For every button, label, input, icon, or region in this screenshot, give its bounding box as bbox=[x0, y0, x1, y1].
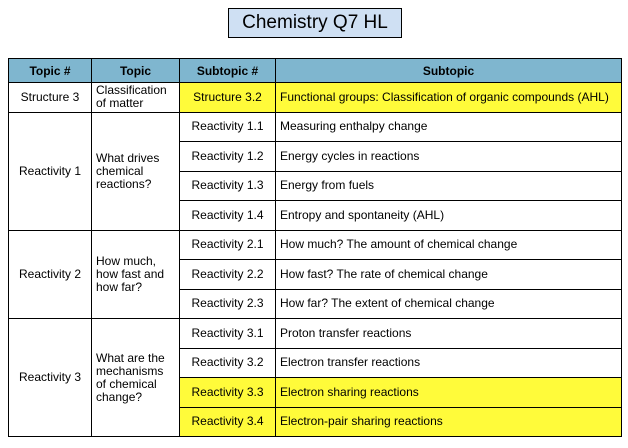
topic-cell: How much, how fast and how far? bbox=[92, 230, 180, 319]
subtopic-number-cell: Reactivity 2.2 bbox=[180, 260, 276, 290]
topic-number-cell: Reactivity 3 bbox=[9, 319, 92, 437]
header-topic: Topic bbox=[92, 59, 180, 83]
subtopic-cell: Energy cycles in reactions bbox=[276, 142, 622, 172]
subtopic-cell: Measuring enthalpy change bbox=[276, 112, 622, 142]
subtopic-number-cell: Reactivity 2.3 bbox=[180, 289, 276, 319]
table-header-row bbox=[9, 59, 622, 83]
header-subtopic-number: Subtopic # bbox=[180, 59, 276, 83]
subtopic-number-cell: Reactivity 1.3 bbox=[180, 171, 276, 201]
syllabus-table bbox=[8, 58, 622, 437]
subtopic-number-cell: Structure 3.2 bbox=[180, 83, 276, 113]
subtopic-number-cell: Reactivity 1.4 bbox=[180, 201, 276, 231]
subtopic-number-cell: Reactivity 3.2 bbox=[180, 348, 276, 378]
topic-number-cell: Reactivity 2 bbox=[9, 230, 92, 319]
subtopic-cell: Entropy and spontaneity (AHL) bbox=[276, 201, 622, 231]
page-title: Chemistry Q7 HL bbox=[228, 8, 402, 38]
subtopic-cell: Functional groups: Classification of organic compounds (AHL) bbox=[276, 83, 622, 113]
table-row bbox=[9, 319, 622, 349]
subtopic-number-cell: Reactivity 1.1 bbox=[180, 112, 276, 142]
topic-cell: What drives chemical reactions? bbox=[92, 112, 180, 230]
subtopic-cell: Electron sharing reactions bbox=[276, 378, 622, 408]
header-subtopic: Subtopic bbox=[276, 59, 622, 83]
subtopic-cell: How fast? The rate of chemical change bbox=[276, 260, 622, 290]
table-row bbox=[9, 112, 622, 142]
topic-number-cell: Structure 3 bbox=[9, 83, 92, 113]
header-topic-number: Topic # bbox=[9, 59, 92, 83]
subtopic-cell: How far? The extent of chemical change bbox=[276, 289, 622, 319]
topic-number-cell: Reactivity 1 bbox=[9, 112, 92, 230]
subtopic-cell: Energy from fuels bbox=[276, 171, 622, 201]
topic-cell: Classification of matter bbox=[92, 83, 180, 113]
topic-cell: What are the mechanisms of chemical change? bbox=[92, 319, 180, 437]
table-row bbox=[9, 83, 622, 113]
subtopic-cell: Electron transfer reactions bbox=[276, 348, 622, 378]
subtopic-number-cell: Reactivity 3.4 bbox=[180, 407, 276, 437]
subtopic-cell: Proton transfer reactions bbox=[276, 319, 622, 349]
table-row bbox=[9, 230, 622, 260]
subtopic-cell: Electron-pair sharing reactions bbox=[276, 407, 622, 437]
subtopic-number-cell: Reactivity 3.3 bbox=[180, 378, 276, 408]
subtopic-number-cell: Reactivity 1.2 bbox=[180, 142, 276, 172]
subtopic-number-cell: Reactivity 3.1 bbox=[180, 319, 276, 349]
subtopic-number-cell: Reactivity 2.1 bbox=[180, 230, 276, 260]
subtopic-cell: How much? The amount of chemical change bbox=[276, 230, 622, 260]
